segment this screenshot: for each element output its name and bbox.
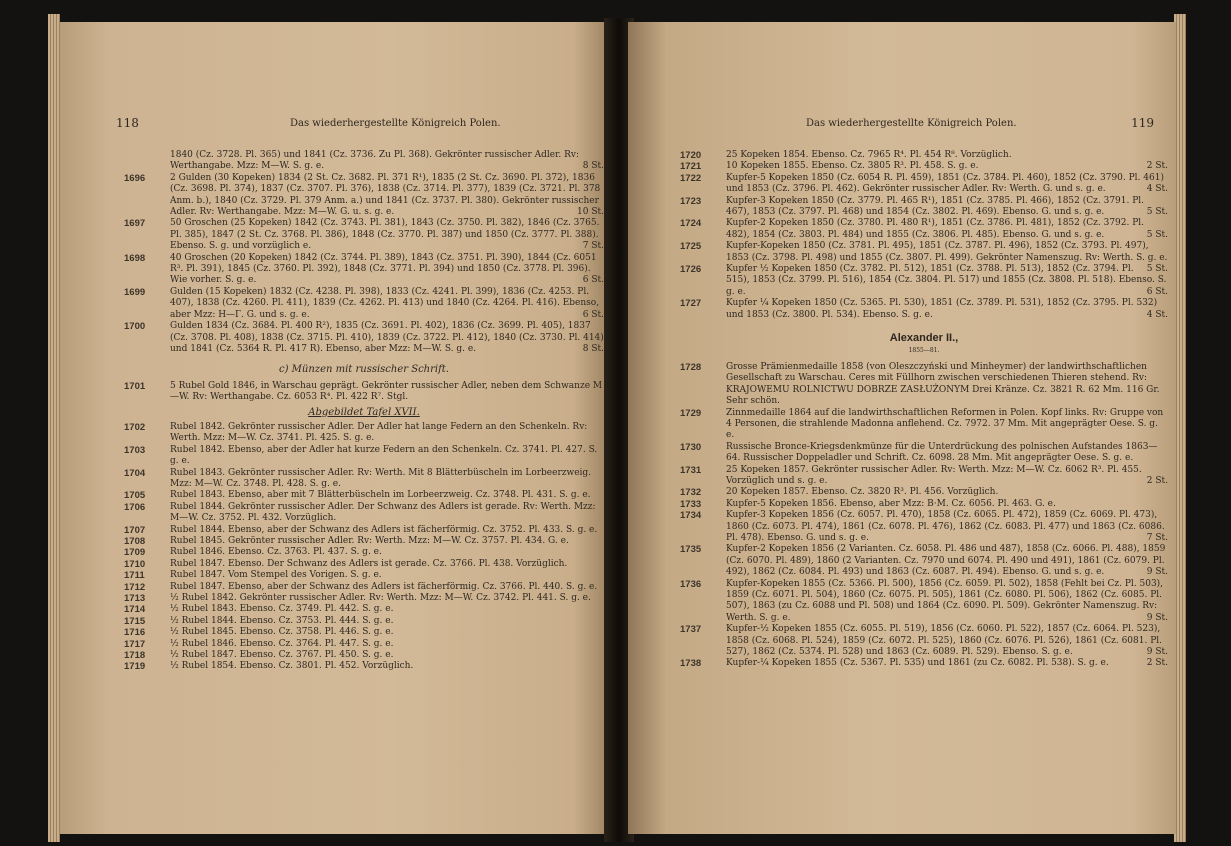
entry-text: 25 Kopeken 1854. Ebenso. Cz. 7965 R⁴. Pl. 454 R⁸. Vorzüglich. (726, 150, 1012, 160)
catalogue-entry (124, 218, 604, 252)
entry-text: ½ Rubel 1842. Gekrönter russischer Adler. Rv: Werth. Mzz: M—W. Cz. 3742. Pl. 441. S. g. e. (170, 593, 591, 604)
left-page (60, 22, 612, 834)
entry-text: 20 Kopeken 1857. Ebenso. Cz. 3820 R³. Pl. 456. Vorzüglich. (726, 487, 999, 498)
catalogue-entry (124, 650, 604, 661)
running-title: Das wiederhergestellte Königreich Polen. (806, 118, 1017, 129)
catalogue-entry (124, 536, 604, 547)
entry-number: 1709 (124, 547, 146, 559)
entry-text: 2 Gulden (30 Kopeken) 1834 (2 St. Cz. 3682. Pl. 371 R¹), 1835 (2 St. Cz. 3690. Pl. 372), 1836 (Cz. 3698. Pl. 374), 1837 (Cz. 3707. Pl. 376), 1838 (Cz. 3714. Pl. 377), 1839 (Cz. 3721. Pl. 378 Anm. b.), 1840 (Cz. 3729. Pl. 379 Anm. a.) und 1841 (Cz. 3737. Pl. 380). Gekrönter russischer Adler. Rv: Werthangabe. Mzz: M—W. G. u. s. g. e. (170, 172, 601, 218)
catalogue-entry (680, 362, 1168, 408)
entry-number: 1715 (124, 615, 146, 627)
entry-list (124, 422, 604, 673)
stock-count: 7 St. (1146, 533, 1168, 543)
catalogue-entry (124, 381, 604, 404)
entry-text: Rubel 1842. Gekrönter russischer Adler. Der Adler hat lange Federn an den Schenkeln. Rv: Werth. Mzz: M—W. Cz. 3741. Pl. 425. S. g. e. (170, 421, 588, 444)
catalogue-entry (124, 570, 604, 581)
entry-number: 1711 (124, 570, 145, 582)
entry-text: Rubel 1846. Ebenso. Cz. 3763. Pl. 437. S. g. e. (170, 547, 382, 558)
page-number: 119 (1131, 116, 1154, 130)
catalogue-entry (124, 490, 604, 501)
entry-text: 40 Groschen (20 Kopeken) 1842 (Cz. 3744. Pl. 389), 1843 (Cz. 3751. Pl. 390), 1844 (Cz. 6051 R³. Pl. 391), 1845 (Cz. 3760. Pl. 392), 1848 (Cz. 3771. Pl. 394) und 1850 (Cz. 3778. Pl. 396). Wie vorher. S. g. e. (170, 252, 597, 286)
entry-number: 1706 (124, 501, 146, 513)
catalogue-entry (124, 468, 604, 491)
entry-text: Kupfer ¼ Kopeken 1850 (Cz. 5365. Pl. 530), 1851 (Cz. 3789. Pl. 531), 1852 (Cz. 3795. Pl. 532) und 1853 (Cz. 3800. Pl. 534). Ebenso. S. g. e. (726, 298, 1158, 320)
entry-number: 1733 (680, 498, 702, 510)
ruler-heading: Alexander II., (889, 332, 959, 345)
catalogue-entry (124, 661, 604, 672)
catalogue-entry (680, 499, 1168, 510)
plate-caption: Abgebildet Tafel XVII. (308, 406, 420, 418)
right-column (680, 150, 1168, 670)
entry-number: 1734 (680, 510, 702, 522)
entry-text: 25 Kopeken 1857. Gekrönter russischer Adler. Rv: Werth. Mzz: M—W. Cz. 6062 R³. Pl. 455. Vorzüglich und s. g. e. (726, 464, 1142, 486)
catalogue-entry (680, 465, 1168, 488)
entry-number: 1714 (124, 604, 146, 616)
entry-number: 1718 (124, 650, 146, 662)
entry-text: Rubel 1847. Ebenso, aber der Schwanz des Adlers ist fächerförmig. Cz. 3766. Pl. 440. S. g. e. (170, 581, 598, 592)
entry-text: Kupfer-Kopeken 1850 (Cz. 3781. Pl. 495), 1851 (Cz. 3787. Pl. 496), 1852 (Cz. 3793. Pl. 497), 1853 (Cz. 3798. Pl. 498) und 1855 (Cz. 3807. Pl. 499). Gekrönter Namenszug. Rv: Werth. S. g. e. (726, 241, 1168, 263)
entry-text: Grosse Prämienmedaille 1858 (von Oleszczyński und Minheymer) der landwirthschaftlichen Gesellschaft zu Warschau. Ceres mit Füllhorn zwischen verschiedenen Thieren stehend. Rv: KRAJOWEMU ROLNICTWU DOBRZE ZASŁUŻONYM Drei Kränze. Cz. 3821 R. 62 Mm. 116 Gr. Sehr schön. (726, 361, 1160, 407)
entry-number: 1696 (124, 172, 146, 184)
continuation-body: 1840 (Cz. 3728. Pl. 365) und 1841 (Cz. 3736. Zu Pl. 368). Gekrönter russischer Adler. Rv: Werthangabe. Mzz: M—W. S. g. e. (170, 150, 580, 172)
entry-text: Kupfer ½ Kopeken 1850 (Cz. 3782. Pl. 512), 1851 (Cz. 3788. Pl. 513), 1852 (Cz. 3794. Pl. 515), 1853 (Cz. 3799. Pl. 516), 1854 (Cz. 3804. Pl. 517) und 1855 (Cz. 3808. Pl. 518). Ebenso. S. g. e. (726, 264, 1167, 297)
stock-count: 6 St. (582, 275, 604, 286)
catalogue-entry (680, 544, 1168, 578)
entry-number: 1700 (124, 321, 146, 333)
entry-text: Rubel 1844. Ebenso, aber der Schwanz des Adlers ist fächerförmig. Cz. 3752. Pl. 433. S. g. e. (170, 524, 598, 535)
catalogue-entry (124, 593, 604, 604)
catalogue-entry (124, 173, 604, 219)
stock-count: 6 St. (582, 309, 604, 320)
continuation-text (124, 150, 604, 173)
entry-list (124, 173, 604, 356)
entry-number: 1708 (124, 536, 146, 547)
catalogue-entry (680, 510, 1168, 544)
entry-number: 1728 (680, 361, 702, 373)
catalogue-entry (124, 321, 604, 355)
stock-count: 10 St. (577, 207, 604, 218)
entry-number: 1717 (124, 638, 146, 650)
entry-number: 1703 (124, 444, 146, 456)
entry-text: Rubel 1845. Gekrönter russischer Adler. Rv: Werth. Mzz: M—W. Cz. 3757. Pl. 434. G. e. (170, 536, 569, 546)
entry-number: 1710 (124, 558, 146, 570)
stock-count: 8 St. (582, 161, 604, 172)
entry-number: 1721 (680, 161, 702, 173)
entry-number: 1726 (680, 264, 702, 276)
stock-count: 7 St. (582, 241, 604, 252)
book-edge-left (48, 14, 60, 842)
stock-count: 4 St. (1146, 184, 1168, 195)
entry-text: ½ Rubel 1854. Ebenso. Cz. 3801. Pl. 452. Vorzüglich. (170, 661, 414, 672)
entry-number: 1738 (680, 658, 702, 670)
entry-number: 1727 (680, 298, 702, 310)
stock-count: 2 St. (1146, 475, 1168, 486)
stock-count: 2 St. (1146, 161, 1168, 172)
entry-number: 1716 (124, 627, 146, 639)
stock-count: 5 St. (1146, 264, 1168, 275)
catalogue-entry (680, 624, 1168, 658)
section-heading: c) Münzen mit russischer Schrift. (279, 364, 449, 376)
catalogue-entry (124, 639, 604, 650)
entry-number: 1701 (124, 380, 146, 392)
entry-text: Kupfer-3 Kopeken 1850 (Cz. 3779. Pl. 465 R¹), 1851 (Cz. 3785. Pl. 466), 1852 (Cz. 3791. Pl. 467), 1853 (Cz. 3797. Pl. 468) und 1854 (Cz. 3802. Pl. 469). Ebenso. G. und s. g. e. (726, 195, 1145, 218)
catalogue-entry (124, 616, 604, 627)
reign-years: 1855—81. (908, 346, 940, 354)
entry-text: Rubel 1847. Vom Stempel des Vorigen. S. g. e. (170, 570, 382, 581)
running-title: Das wiederhergestellte Königreich Polen. (290, 118, 501, 129)
entry-number: 1697 (124, 218, 146, 230)
entry-text: ½ Rubel 1845. Ebenso. Cz. 3758. Pl. 446. S. g. e. (170, 627, 394, 638)
entry-text: ½ Rubel 1844. Ebenso. Cz. 3753. Pl. 444. S. g. e. (170, 615, 394, 626)
entry-text: Rubel 1842. Ebenso, aber der Adler hat kurze Federn an den Schenkeln. Cz. 3741. Pl. 427. S. g. e. (170, 444, 598, 467)
entry-text: Kupfer-½ Kopeken 1855 (Cz. 6055. Pl. 519), 1856 (Cz. 6060. Pl. 522), 1857 (Cz. 6064. Pl. 523), 1858 (Cz. 6068. Pl. 524), 1859 (Cz. 6072. Pl. 525), 1860 (Cz. 6076. Pl. 526), 1861 (Cz. 6081. Pl. 527), 1862 (Cz. 5374. Pl. 528) und 1863 (Cz. 6089. Pl. 529). Ebenso. S. g. e. (726, 624, 1163, 658)
right-page (628, 22, 1176, 834)
catalogue-entry (124, 604, 604, 615)
catalogue-entry (124, 525, 604, 536)
catalogue-entry (124, 502, 604, 525)
stock-count: 5 St. (1146, 207, 1168, 218)
entry-text: Russische Bronce-Kriegsdenkmünze für die Unterdrückung des polnischen Aufstandes 1863—64. Russischer Doppeladler und Schrift. Cz. 6098. 28 Mm. Mit angeprägter Oese. S. g. e. (726, 441, 1158, 464)
stock-count: 5 St. (1146, 229, 1168, 240)
catalogue-entry (680, 150, 1168, 161)
entry-number: 1725 (680, 241, 702, 253)
entry-text: Rubel 1843. Gekrönter russischer Adler. Rv: Werth. Mit 8 Blätterbüscheln im Lorbeerzweig. Mzz: M—W. Cz. 3748. Pl. 428. S. g. e. (170, 467, 592, 489)
stock-count: 8 St. (582, 343, 604, 354)
catalogue-entry (680, 161, 1168, 172)
entry-number: 1732 (680, 487, 702, 499)
stock-count: 9 St. (1146, 612, 1168, 623)
entry-text: Kupfer-5 Kopeken 1856. Ebenso, aber Mzz: B·M. Cz. 6056. Pl. 463. G. e. (726, 498, 1056, 509)
entry-text: Kupfer-¼ Kopeken 1855 (Cz. 5367. Pl. 535) und 1861 (zu Cz. 6082. Pl. 538). S. g. e. (726, 658, 1109, 669)
entry-text: Zinnmedaille 1864 auf die landwirthschaftlichen Reformen in Polen. Kopf links. Rv: Gruppe von 4 Personen, die strahlende Madonna anflehend. Cz. 7972. 37 Mm. Mit angeprägter Oese. S. g. e. (726, 407, 1164, 441)
entry-text: Rubel 1843. Ebenso, aber mit 7 Blätterbüscheln im Lorbeerzweig. Cz. 3748. Pl. 431. S. g. e. (170, 490, 591, 501)
entry-number: 1722 (680, 172, 702, 184)
entry-number: 1712 (124, 581, 146, 593)
left-column (124, 150, 604, 673)
catalogue-entry (680, 487, 1168, 498)
catalogue-entry (680, 264, 1168, 298)
catalogue-entry (124, 627, 604, 638)
entry-number: 1704 (124, 467, 146, 479)
catalogue-entry (680, 298, 1168, 321)
catalogue-entry (680, 658, 1168, 669)
entry-text: Kupfer-5 Kopeken 1850 (Cz. 6054 R. Pl. 459), 1851 (Cz. 3784. Pl. 460), 1852 (Cz. 3790. Pl. 461) und 1853 (Cz. 3796. Pl. 462). Gekrönter russischer Adler. Rv: Werth. G. und s. g. e. (726, 172, 1164, 195)
catalogue-entry (124, 253, 604, 287)
entry-number: 1735 (680, 544, 702, 556)
stock-count: 9 St. (1146, 647, 1168, 658)
entry-text: ½ Rubel 1847. Ebenso. Cz. 3767. Pl. 450. S. g. e. (170, 650, 394, 661)
entry-number: 1729 (680, 407, 702, 419)
entry-number: 1724 (680, 218, 702, 230)
entry-number: 1736 (680, 578, 702, 590)
stock-count: 2 St. (1146, 658, 1168, 669)
entry-number: 1737 (680, 624, 702, 636)
catalogue-entry (124, 445, 604, 468)
entry-number: 1731 (680, 464, 702, 476)
catalogue-entry (124, 582, 604, 593)
entry-text: ½ Rubel 1846. Ebenso. Cz. 3764. Pl. 447. S. g. e. (170, 638, 394, 649)
catalogue-entry (680, 196, 1168, 219)
catalogue-entry (680, 218, 1168, 241)
catalogue-entry (680, 173, 1168, 196)
catalogue-entry (124, 547, 604, 558)
entry-text: Rubel 1847. Ebenso. Der Schwanz des Adlers ist gerade. Cz. 3766. Pl. 438. Vorzüglich. (170, 558, 568, 569)
entry-number: 1723 (680, 195, 702, 207)
entry-number: 1713 (124, 593, 146, 605)
entry-list (680, 150, 1168, 321)
stock-count: 6 St. (1146, 286, 1168, 297)
entry-text: 5 Rubel Gold 1846, in Warschau geprägt. Gekrönter russischer Adler, neben dem Schwanze M—W. Rv: Werthangabe. Cz. 6053 R⁴. Pl. 422 R⁷. Stgl. (170, 380, 603, 403)
entry-text: Kupfer-2 Kopeken 1850 (Cz. 3780. Pl. 480 R¹), 1851 (Cz. 3786. Pl. 481), 1852 (Cz. 3792. Pl. 482), 1854 (Cz. 3803. Pl. 484) und 1855 (Cz. 3806. Pl. 485). Ebenso. G. und s. g. e. (726, 218, 1145, 240)
entry-number: 1705 (124, 490, 146, 502)
entry-number: 1699 (124, 286, 146, 298)
entry-text: Gulden 1834 (Cz. 3684. Pl. 400 R²), 1835 (Cz. 3691. Pl. 402), 1836 (Cz. 3699. Pl. 405), 1837 (Cz. 3708. Pl. 408), 1838 (Cz. 3715. Pl. 410), 1839 (Cz. 3722. Pl. 412), 1840 (Cz. 3730. Pl. 414) und 1841 (Cz. 5364 R. Pl. 417 R). Ebenso, aber Mzz: M—W. S. g. e. (170, 321, 604, 354)
entry-text: ½ Rubel 1843. Ebenso. Cz. 3749. Pl. 442. S. g. e. (170, 604, 394, 615)
entry-list (680, 362, 1168, 670)
catalogue-entry (680, 442, 1168, 465)
entry-number: 1720 (680, 150, 702, 161)
entry-text: Gulden (15 Kopeken) 1832 (Cz. 4238. Pl. 398), 1833 (Cz. 4241. Pl. 399), 1836 (Cz. 4253. Pl. 407), 1838 (Cz. 4260. Pl. 411), 1839 (Cz. 4262. Pl. 413) und 1840 (Cz. 4264. Pl. 416). Ebenso, aber Mzz: H—Г. G. und s. g. e. (170, 286, 600, 320)
catalogue-entry (124, 422, 604, 445)
stock-count: 9 St. (1146, 567, 1168, 578)
entry-number: 1719 (124, 661, 146, 673)
entry-text: 50 Groschen (25 Kopeken) 1842 (Cz. 3743. Pl. 381), 1843 (Cz. 3750. Pl. 382), 1846 (Cz. 3765. Pl. 385), 1847 (2 St. Cz. 3768. Pl. 386), 1848 (Cz. 3770. Pl. 387) und 1850 (Cz. 3777. Pl. 388). Ebenso. S. g. und vorzüglich e. (170, 218, 600, 252)
catalogue-entry (124, 559, 604, 570)
entry-number: 1730 (680, 441, 702, 453)
entry-text: Kupfer-Kopeken 1855 (Cz. 5366. Pl. 500), 1856 (Cz. 6059. Pl. 502), 1858 (Fehlt bei Cz. Pl. 503), 1859 (Cz. 6071. Pl. 504), 1860 (Cz. 6075. Pl. 505), 1861 (Cz. 6080. Pl. 506), 1862 (Cz. 6085. Pl. 507), 1863 (zu Cz. 6088 und Pl. 508) und 1864 (Cz. 6090. Pl. 509). Gekrönter Namenszug. Rv: Werth. S. g. e. (726, 578, 1164, 623)
catalogue-entry (124, 287, 604, 321)
entry-text: Rubel 1844. Gekrönter russischer Adler. Der Schwanz des Adlers ist gerade. Rv: Werth. Mzz: M—W. Cz. 3752. Pl. 432. Vorzüglich. (170, 501, 596, 524)
stock-count: 4 St. (1146, 309, 1168, 320)
catalogue-entry (680, 579, 1168, 625)
page-number: 118 (116, 116, 139, 130)
entry-number: 1707 (124, 524, 146, 536)
entry-number: 1702 (124, 421, 146, 433)
entry-text: 10 Kopeken 1855. Ebenso. Cz. 3805 R³. Pl. 458. S. g. e. (726, 161, 979, 172)
entry-text: Kupfer-2 Kopeken 1856 (2 Varianten. Cz. 6058. Pl. 486 und 487), 1858 (Cz. 6066. Pl. 488), 1859 (Cz. 6070. Pl. 489), 1860 (2 Varianten. Cz. 7970 und 6074. Pl. 490 und 491), 1861 (Cz. 6079. Pl. 492), 1862 (Cz. 6084. Pl. 493) und 1863 (Cz. 6087. Pl. 494). Ebenso. G. und s. g. e. (726, 544, 1166, 578)
entry-number: 1698 (124, 252, 146, 264)
entry-text: Kupfer-3 Kopeken 1856 (Cz. 6057. Pl. 470), 1858 (Cz. 6065. Pl. 472), 1859 (Cz. 6069. Pl. 473), 1860 (Cz. 6073. Pl. 474), 1861 (Cz. 6078. Pl. 476), 1862 (Cz. 6083. Pl. 477) und 1863 (Cz. 6086. Pl. 478). Ebenso. G. und s. g. e. (726, 510, 1165, 543)
catalogue-entry (680, 408, 1168, 442)
